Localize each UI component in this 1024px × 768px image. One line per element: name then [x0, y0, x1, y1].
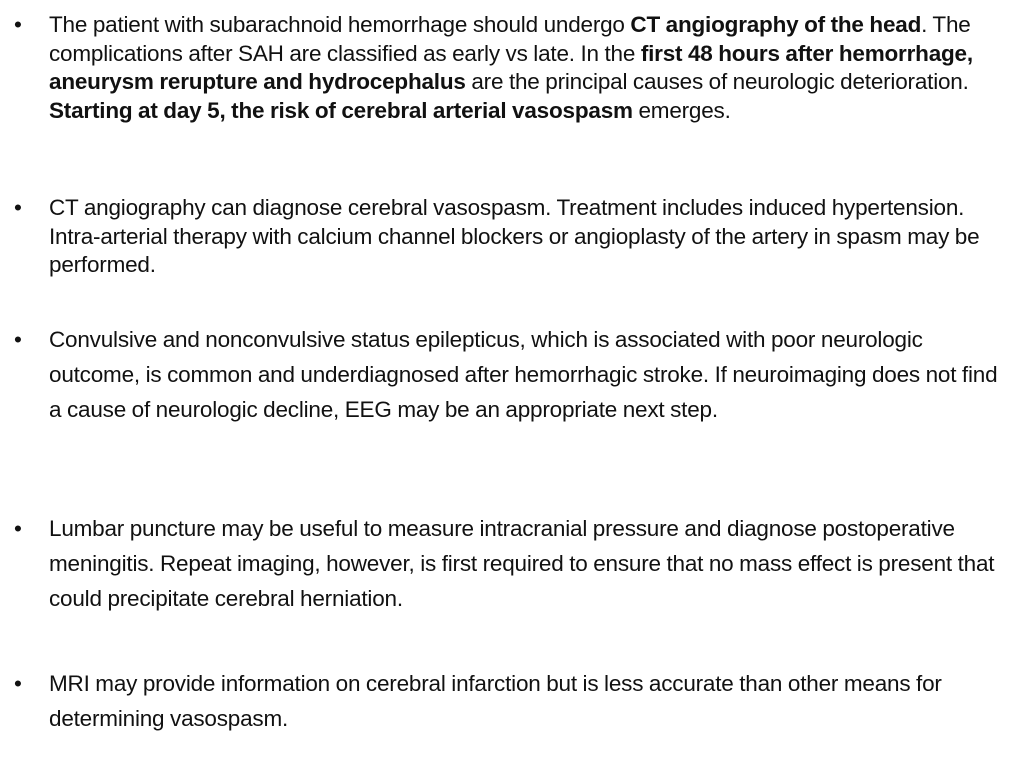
text-segment-bold: Starting at day 5, the risk of cerebral arterial vasospasm: [49, 97, 633, 123]
bullet-text: [49, 11, 1014, 125]
bullet-dot-icon: •: [14, 195, 22, 220]
bullet-dot-icon: •: [14, 12, 22, 37]
text-segment: Lumbar puncture may be useful to measure intracranial pressure and diagnose postoperative meningitis. Repeat imaging, however, is first required to ensure that no mass effect is present that could precipitate cerebral herniation.: [49, 516, 995, 611]
bullet-text: [49, 666, 1014, 736]
text-segment: The patient with subarachnoid hemorrhage should undergo: [49, 12, 631, 37]
text-segment: . The complications after SAH are classified as early vs late. In the: [49, 12, 971, 66]
bullet-item: [14, 11, 1014, 125]
text-segment: Convulsive and nonconvulsive status epilepticus, which is associated with poor neurologic outcome, is common and underdiagnosed after hemorrhagic stroke. If neuroimaging does not find a cause of neurologic decline, EEG may be an appropriate next step.: [49, 327, 998, 422]
bullet-text: [49, 511, 1014, 616]
bullet-item: [14, 511, 1014, 616]
text-segment: are the principal causes of neurologic deterioration.: [465, 69, 969, 94]
text-segment: MRI may provide information on cerebral infarction but is less accurate than other means for determining vasospasm.: [49, 671, 942, 731]
bullet-dot-icon: •: [14, 671, 22, 696]
text-segment: emerges.: [632, 97, 731, 123]
bullet-text: [49, 322, 1014, 427]
text-segment-bold: first 48 hours after hemorrhage, aneurysm rerupture and hydrocephalus: [49, 40, 973, 94]
bullet-item: [14, 194, 1014, 280]
bullet-text: [49, 194, 1014, 280]
bullet-item: [14, 322, 1014, 427]
text-segment-bold: CT angiography of the head: [630, 12, 922, 37]
bullet-dot-icon: •: [14, 327, 22, 352]
bullet-dot-icon: •: [14, 516, 22, 541]
bullet-item: [14, 666, 1014, 736]
text-segment: CT angiography can diagnose cerebral vasospasm. Treatment includes induced hypertension. Intra-arterial therapy with calcium channel blockers or angioplasty of the artery in spasm may be performed.: [49, 195, 980, 277]
